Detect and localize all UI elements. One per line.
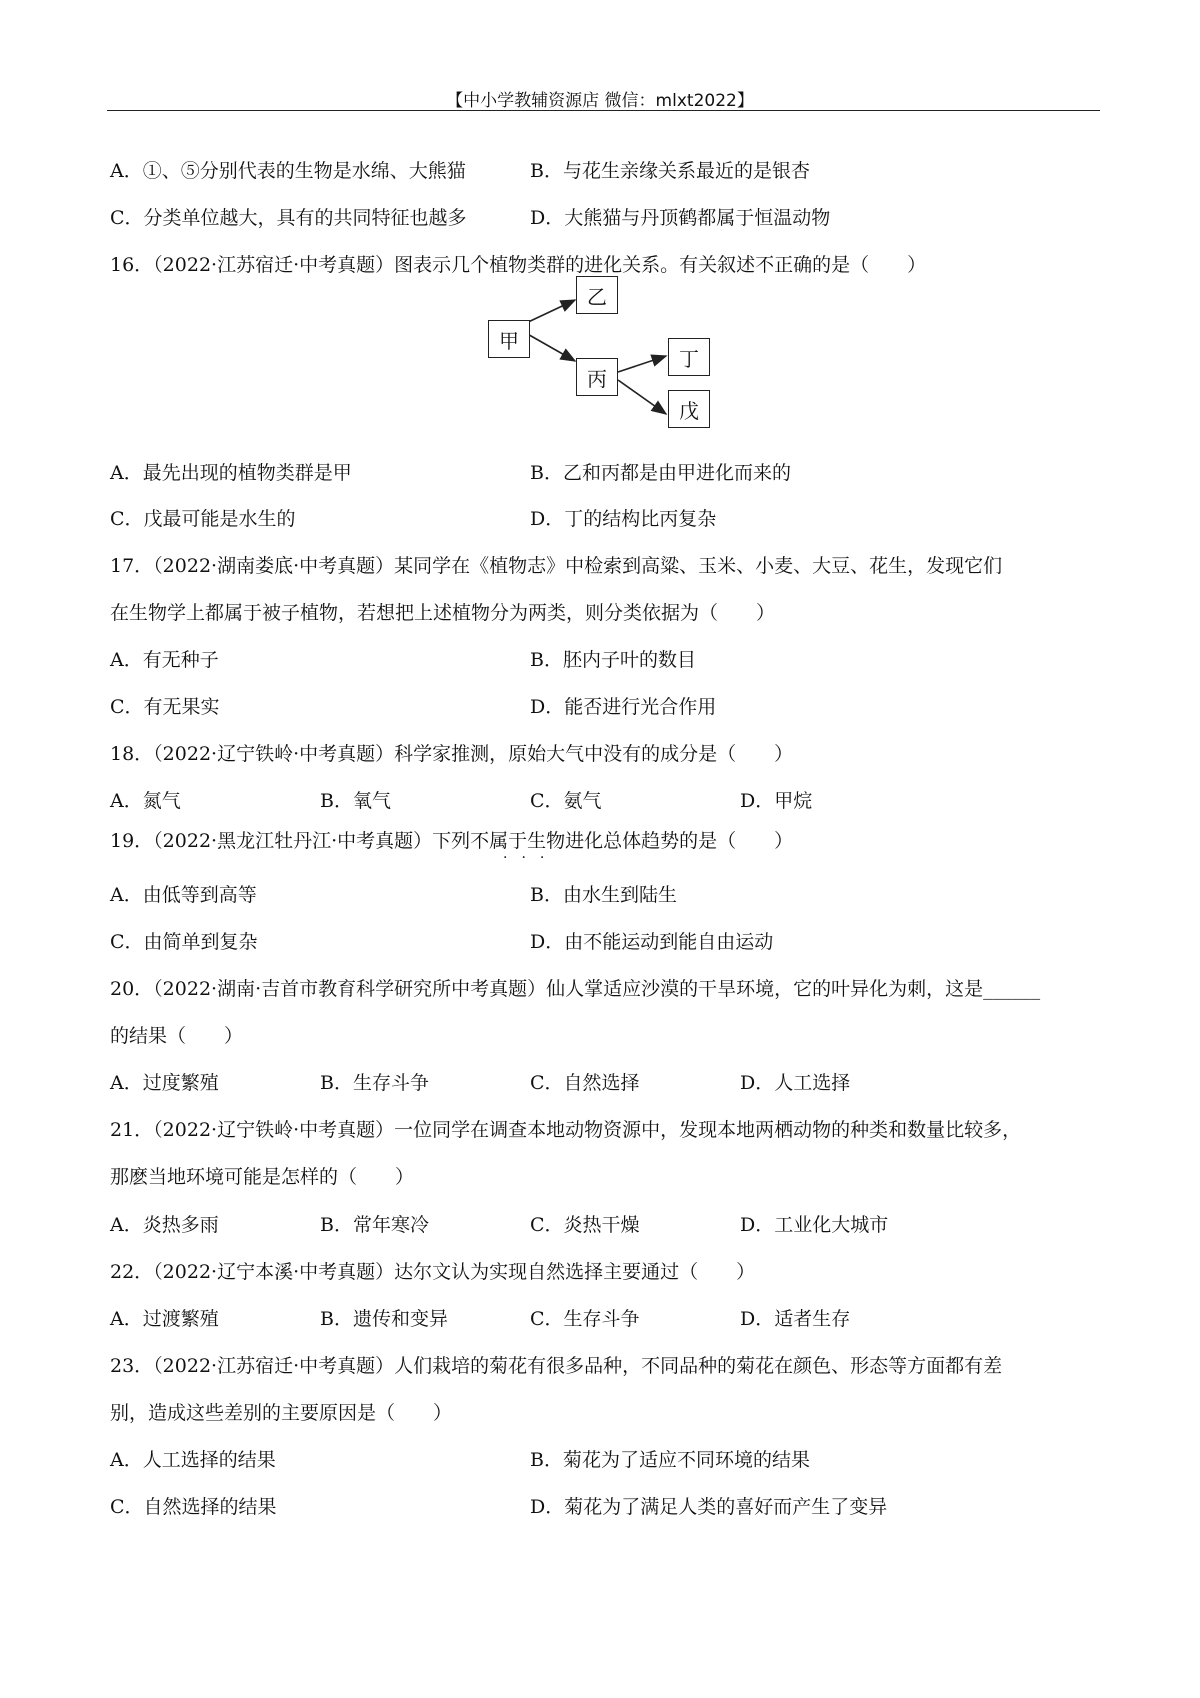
q17-option-d: D．能否进行光合作用: [530, 696, 717, 718]
q22-stem: 22．（2022·辽宁本溪·中考真题）达尔文认为实现自然选择主要通过（ ）: [110, 1261, 756, 1283]
q17-option-a: A．有无种子: [110, 649, 219, 671]
q18-option-d: D．甲烷: [740, 790, 813, 812]
q18-option-a: A．氮气: [110, 790, 181, 812]
header-divider: [107, 110, 1100, 111]
q21-stem-line-2: 那麽当地环境可能是怎样的（ ）: [110, 1166, 415, 1188]
q20-stem-line-1: 20．（2022·湖南·吉首市教育科学研究所中考真题）仙人掌适应沙漠的干旱环境，它的叶异化为刺，这是______: [110, 978, 1041, 1000]
arrow-bing-ding: [618, 356, 666, 372]
q21-option-d: D．工业化大城市: [740, 1214, 889, 1236]
evolution-diagram: [480, 284, 740, 436]
node-ding: 丁: [668, 338, 710, 376]
q21-stem-line-1: 21．（2022·辽宁铁岭·中考真题）一位同学在调查本地动物资源中，发现本地两栖动物的种类和数量比较多，: [110, 1119, 1022, 1141]
q17-stem-line-1: 17．（2022·湖南娄底·中考真题）某同学在《植物志》中检索到高粱、玉米、小麦、大豆、花生，发现它们: [110, 555, 1003, 577]
q17-option-b: B．胚内子叶的数目: [530, 649, 696, 671]
q15-option-c: C．分类单位越大，具有的共同特征也越多: [110, 207, 467, 229]
q21-option-b: B．常年寒冷: [320, 1214, 429, 1236]
q16-option-b: B．乙和丙都是由甲进化而来的: [530, 462, 791, 484]
q16-option-d: D．丁的结构比丙复杂: [530, 508, 717, 530]
q18-option-c: C．氨气: [530, 790, 602, 812]
q20-option-b: B．生存斗争: [320, 1072, 429, 1094]
q18-stem: 18．（2022·辽宁铁岭·中考真题）科学家推测，原始大气中没有的成分是（ ）: [110, 743, 794, 765]
q20-option-c: C．自然选择: [530, 1072, 640, 1094]
q15-option-b: B．与花生亲缘关系最近的是银杏: [530, 160, 810, 182]
q23-option-b: B．菊花为了适应不同环境的结果: [530, 1449, 810, 1471]
q22-option-a: A．过渡繁殖: [110, 1308, 219, 1330]
node-yi: 乙: [576, 276, 618, 314]
node-wu: 戊: [668, 390, 710, 428]
arrow-jia-yi: [524, 300, 575, 324]
q18-option-b: B．氧气: [320, 790, 391, 812]
q22-option-c: C．生存斗争: [530, 1308, 640, 1330]
arrow-jia-bing: [524, 332, 575, 361]
q19-stem: 19．（2022·黑龙江牡丹江·中考真题）下列不属于生物进化总体趋势的是（ ）: [110, 830, 794, 852]
q21-option-a: A．炎热多雨: [110, 1214, 219, 1236]
emphasis-dots: ···: [503, 850, 559, 866]
q20-stem-line-2: 的结果（ ）: [110, 1025, 244, 1047]
q23-stem-line-2: 别，造成这些差别的主要原因是（ ）: [110, 1402, 453, 1424]
q17-option-c: C．有无果实: [110, 696, 220, 718]
q23-stem-line-1: 23．（2022·江苏宿迁·中考真题）人们栽培的菊花有很多品种，不同品种的菊花在颜色、形态等方面都有差: [110, 1355, 1003, 1377]
q15-option-a: A．①、⑤分别代表的生物是水绵、大熊猫: [110, 160, 466, 182]
page-header: 【中小学教辅资源店 微信：mlxt2022】: [446, 91, 754, 111]
node-bing: 丙: [576, 358, 618, 396]
q17-stem-line-2: 在生物学上都属于被子植物，若想把上述植物分为两类，则分类依据为（ ）: [110, 602, 776, 624]
q19-option-a: A．由低等到高等: [110, 884, 257, 906]
q19-option-b: B．由水生到陆生: [530, 884, 677, 906]
q23-option-d: D．菊花为了满足人类的喜好而产生了变异: [530, 1496, 888, 1518]
q23-option-c: C．自然选择的结果: [110, 1496, 277, 1518]
arrow-bing-wu: [618, 380, 666, 414]
q22-option-b: B．遗传和变异: [320, 1308, 448, 1330]
q19-option-d: D．由不能运动到能自由运动: [530, 931, 774, 953]
q22-option-d: D．适者生存: [740, 1308, 851, 1330]
q19-option-c: C．由简单到复杂: [110, 931, 258, 953]
q16-option-c: C．戊最可能是水生的: [110, 508, 296, 530]
q16-option-a: A．最先出现的植物类群是甲: [110, 462, 352, 484]
q20-option-d: D．人工选择: [740, 1072, 851, 1094]
node-jia: 甲: [488, 320, 530, 358]
q20-option-a: A．过度繁殖: [110, 1072, 219, 1094]
q15-option-d: D．大熊猫与丹顶鹤都属于恒温动物: [530, 207, 831, 229]
q16-stem: 16．（2022·江苏宿迁·中考真题）图表示几个植物类群的进化关系。有关叙述不正确的是（ ）: [110, 254, 927, 276]
q23-option-a: A．人工选择的结果: [110, 1449, 276, 1471]
q21-option-c: C．炎热干燥: [530, 1214, 640, 1236]
